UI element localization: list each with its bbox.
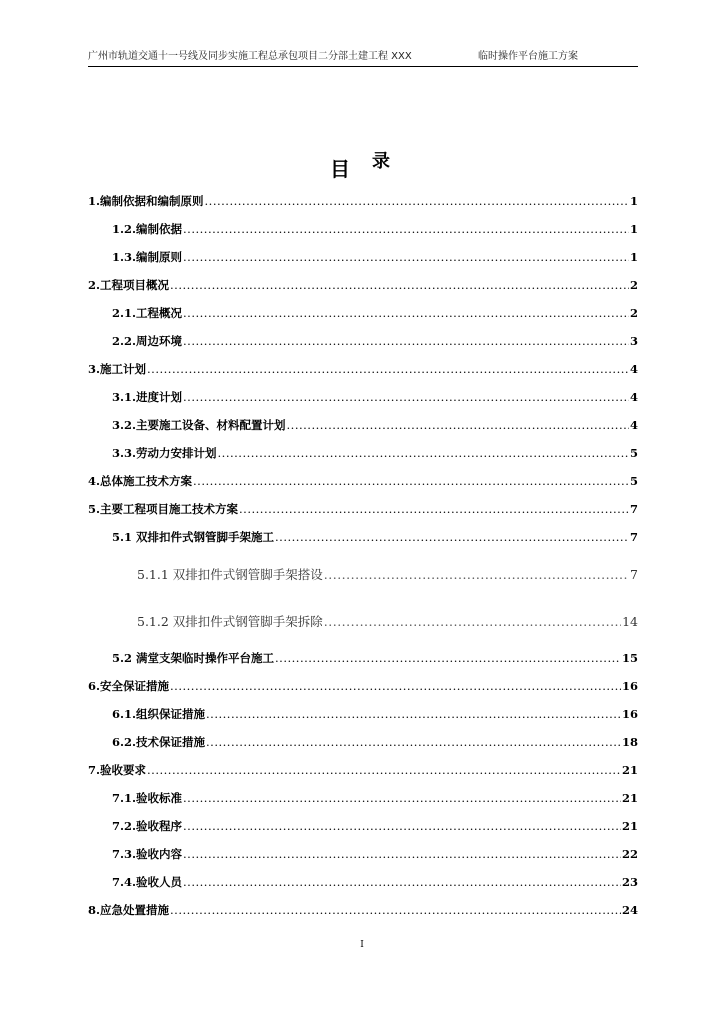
toc-entry[interactable] bbox=[112, 846, 638, 862]
toc-entry-label: 4.总体施工技术方案 bbox=[88, 474, 193, 488]
toc-entry-label: 1.3.编制原则 bbox=[112, 250, 183, 264]
toc-entry[interactable] bbox=[88, 762, 638, 778]
toc-leader-dots bbox=[183, 306, 629, 320]
toc-leader-dots bbox=[287, 418, 629, 432]
toc-entry-label: 8.应急处置措施 bbox=[88, 903, 170, 917]
toc-leader-dots bbox=[147, 763, 621, 777]
toc-entry-page: 3 bbox=[629, 334, 638, 348]
toc-leader-dots bbox=[324, 614, 621, 629]
toc-entry-label: 3.2.主要施工设备、材料配置计划 bbox=[112, 418, 286, 432]
toc-leader-dots bbox=[206, 735, 621, 749]
toc-leader-dots bbox=[183, 390, 629, 404]
toc-entry[interactable] bbox=[137, 612, 638, 630]
toc-entry-label: 6.1.组织保证措施 bbox=[112, 707, 206, 721]
toc-entry-page: 21 bbox=[621, 819, 638, 833]
toc-entry-label: 3.施工计划 bbox=[88, 362, 147, 376]
toc-entry-page: 1 bbox=[629, 222, 638, 236]
toc-entry-page: 15 bbox=[621, 651, 638, 665]
toc-leader-dots bbox=[193, 474, 629, 488]
toc-entry-page: 16 bbox=[621, 707, 638, 721]
toc-entry-page: 2 bbox=[629, 306, 638, 320]
toc-entry[interactable] bbox=[112, 221, 638, 237]
page-header bbox=[88, 50, 638, 67]
toc-entry-page: 14 bbox=[622, 614, 638, 629]
toc-leader-dots bbox=[206, 707, 621, 721]
toc-leader-dots bbox=[275, 651, 621, 665]
toc-entry-label: 7.3.验收内容 bbox=[112, 847, 183, 861]
toc-leader-dots bbox=[275, 530, 629, 544]
toc-entry-label: 6.安全保证措施 bbox=[88, 679, 170, 693]
toc-entry[interactable] bbox=[88, 473, 638, 489]
toc-entry-page: 4 bbox=[629, 418, 638, 432]
toc-leader-dots bbox=[218, 446, 629, 460]
toc-entry-label: 7.4.验收人员 bbox=[112, 875, 183, 889]
toc-leader-dots bbox=[183, 875, 621, 889]
toc-leader-dots bbox=[147, 362, 629, 376]
toc-leader-dots bbox=[183, 222, 629, 236]
toc-entry[interactable] bbox=[88, 678, 638, 694]
toc-entry[interactable] bbox=[112, 790, 638, 806]
toc-entry[interactable] bbox=[112, 650, 638, 666]
toc-entry-label: 5.主要工程项目施工技术方案 bbox=[88, 502, 239, 516]
toc-entry-label: 3.3.劳动力安排计划 bbox=[112, 446, 217, 460]
toc-entry-label: 1.编制依据和编制原则 bbox=[88, 194, 204, 208]
toc-entry-page: 23 bbox=[621, 875, 638, 889]
toc-entry[interactable] bbox=[88, 902, 638, 918]
toc-title-char-1: 目 bbox=[330, 157, 350, 181]
toc-leader-dots bbox=[183, 250, 629, 264]
page-number: I bbox=[360, 940, 364, 950]
toc-entry-page: 5 bbox=[629, 474, 638, 488]
toc-entry[interactable] bbox=[88, 501, 638, 517]
toc-entry[interactable] bbox=[112, 305, 638, 321]
toc-entry-page: 2 bbox=[629, 278, 638, 292]
header-project-title: 广州市轨道交通十一号线及同步实施工程总承包项目二分部土建工程 XXX bbox=[88, 51, 412, 62]
toc-title bbox=[0, 145, 724, 185]
toc-entry-page: 1 bbox=[629, 250, 638, 264]
toc-entry-label: 2.1.工程概况 bbox=[112, 306, 183, 320]
toc-entry[interactable] bbox=[112, 249, 638, 265]
toc-entry[interactable] bbox=[112, 445, 638, 461]
toc-entry-label: 5.2 满堂支架临时操作平台施工 bbox=[112, 651, 275, 665]
toc-entry[interactable] bbox=[112, 389, 638, 405]
toc-entry[interactable] bbox=[112, 333, 638, 349]
toc-entry[interactable] bbox=[88, 193, 638, 209]
toc-entry-label: 6.2.技术保证措施 bbox=[112, 735, 206, 749]
toc-entry-label: 7.1.验收标准 bbox=[112, 791, 183, 805]
toc-entry-page: 24 bbox=[621, 903, 638, 917]
toc-entry[interactable] bbox=[137, 565, 638, 583]
toc-entry-label: 1.2.编制依据 bbox=[112, 222, 183, 236]
toc-leader-dots bbox=[170, 903, 621, 917]
toc-entry-page: 7 bbox=[630, 567, 638, 582]
header-document-title: 临时操作平台施工方案 bbox=[478, 51, 578, 62]
toc-leader-dots bbox=[183, 791, 621, 805]
toc-entry-label: 5.1.2 双排扣件式钢管脚手架拆除 bbox=[137, 614, 323, 629]
toc-entry-page: 4 bbox=[629, 362, 638, 376]
toc-leader-dots bbox=[170, 278, 629, 292]
toc-entry-page: 1 bbox=[629, 194, 638, 208]
toc-entry[interactable] bbox=[112, 818, 638, 834]
toc-leader-dots bbox=[170, 679, 621, 693]
toc-leader-dots bbox=[205, 194, 629, 208]
toc-leader-dots bbox=[183, 819, 621, 833]
toc-leader-dots bbox=[239, 502, 629, 516]
toc-entry-label: 7.2.验收程序 bbox=[112, 819, 183, 833]
toc-entry-label: 5.1 双排扣件式钢管脚手架施工 bbox=[112, 530, 275, 544]
toc-entry-page: 21 bbox=[621, 763, 638, 777]
toc-entry-label: 2.2.周边环境 bbox=[112, 334, 183, 348]
toc-entry[interactable] bbox=[88, 277, 638, 293]
toc-entry[interactable] bbox=[112, 734, 638, 750]
toc-entry-page: 5 bbox=[629, 446, 638, 460]
toc-leader-dots bbox=[324, 567, 629, 582]
toc-entry-page: 21 bbox=[621, 791, 638, 805]
toc-entry-page: 4 bbox=[629, 390, 638, 404]
toc-entry-page: 22 bbox=[621, 847, 638, 861]
toc-title-char-2: 录 bbox=[372, 151, 390, 172]
toc-entry-label: 7.验收要求 bbox=[88, 763, 147, 777]
toc-entry-page: 18 bbox=[621, 735, 638, 749]
toc-leader-dots bbox=[183, 334, 629, 348]
toc-entry-page: 7 bbox=[629, 502, 638, 516]
toc-entry-label: 3.1.进度计划 bbox=[112, 390, 183, 404]
toc-entry[interactable] bbox=[88, 361, 638, 377]
toc-entry-label: 2.工程项目概况 bbox=[88, 278, 170, 292]
toc-leader-dots bbox=[183, 847, 621, 861]
toc-entry[interactable] bbox=[112, 529, 638, 545]
toc-entry-page: 7 bbox=[629, 530, 638, 544]
toc-entry[interactable] bbox=[112, 874, 638, 890]
toc-entry[interactable] bbox=[112, 417, 638, 433]
toc-entry-label: 5.1.1 双排扣件式钢管脚手架搭设 bbox=[137, 567, 323, 582]
toc-entry-page: 16 bbox=[621, 679, 638, 693]
toc-entry[interactable] bbox=[112, 706, 638, 722]
